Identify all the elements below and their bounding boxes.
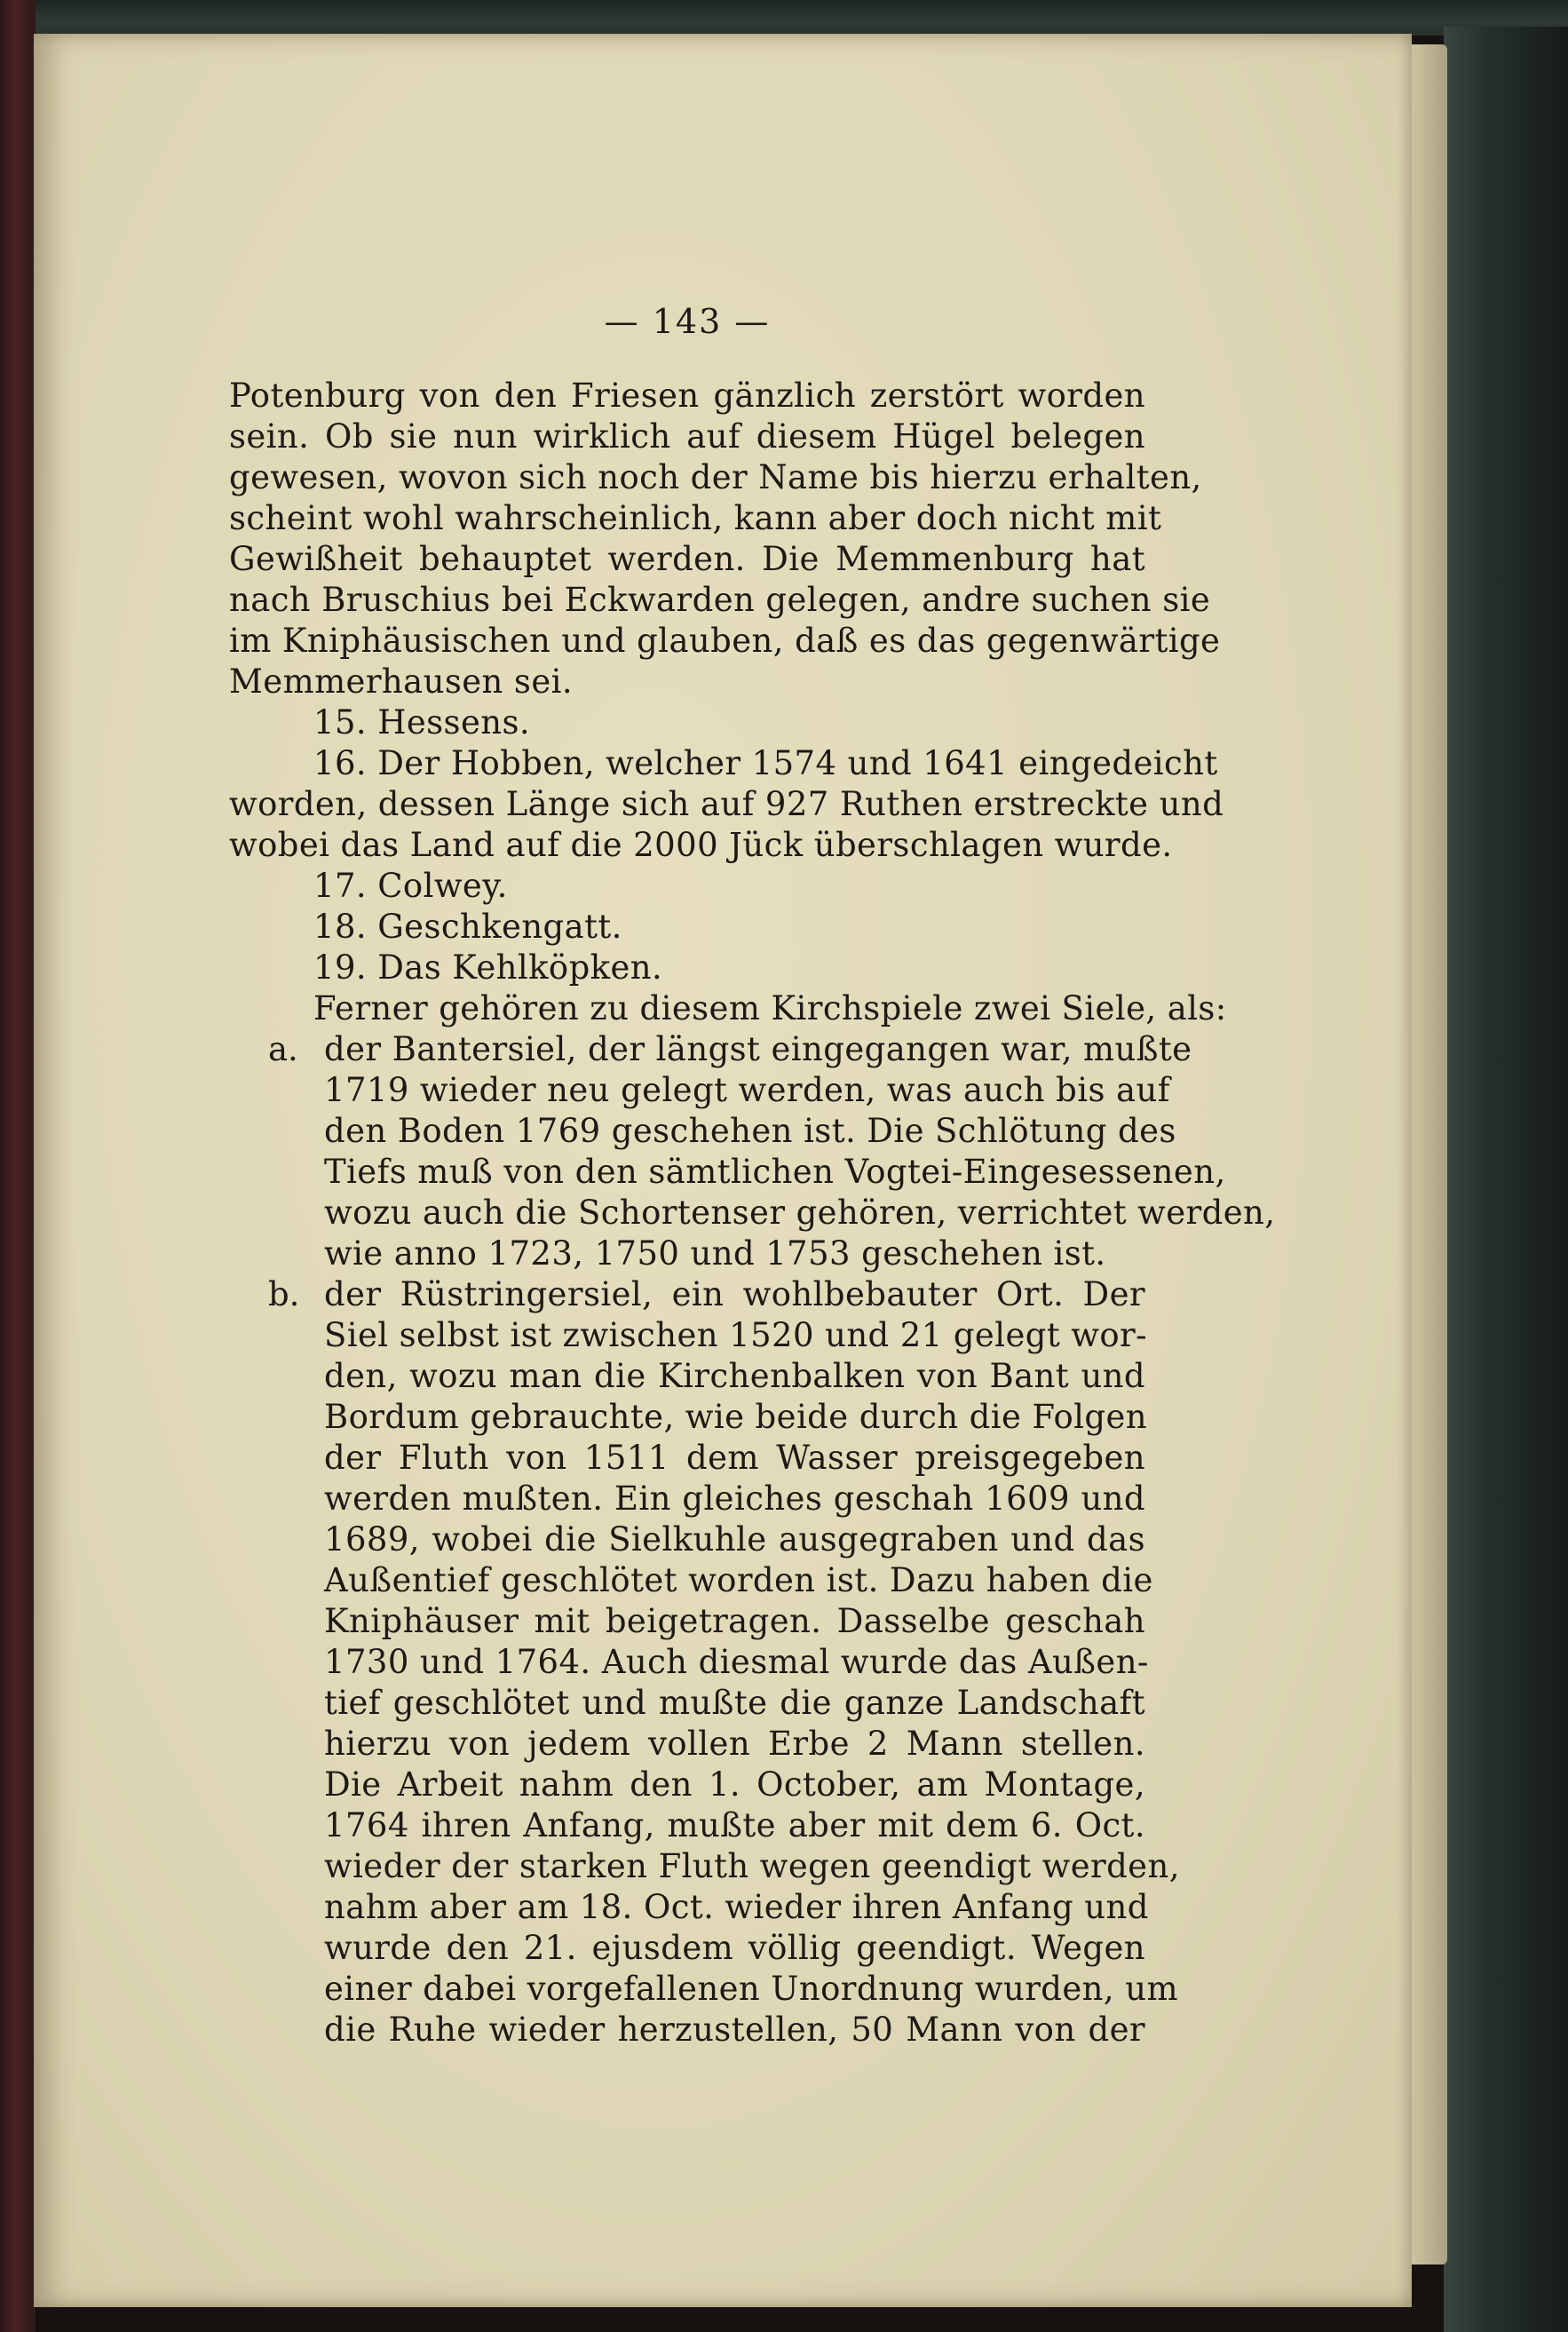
list-item-line: Siel selbst ist zwischen 1520 und 21 gelegt wor- bbox=[324, 1316, 1148, 1354]
list-item-line: hierzu von jedem vollen Erbe 2 Mann stellen. bbox=[324, 1725, 1145, 1763]
list-item-line: wie anno 1723, 1750 und 1753 geschehen ist. bbox=[324, 1234, 1106, 1273]
text-line: worden, dessen Länge sich auf 927 Ruthen erstreckte und bbox=[229, 785, 1224, 823]
text-line: Ferner gehören zu diesem Kirchspiele zwei Siele, als: bbox=[313, 989, 1227, 1027]
list-item-line: tief geschlötet und mußte die ganze Landschaft bbox=[324, 1684, 1145, 1722]
list-item-line: Außentief geschlötet worden ist. Dazu haben die bbox=[324, 1561, 1153, 1599]
text-line: gewesen, wovon sich noch der Name bis hierzu erhalten, bbox=[229, 458, 1202, 496]
numbered-entry: 15. Hessens. bbox=[313, 703, 531, 742]
book-cover-right bbox=[1444, 27, 1568, 2332]
list-item-line: wozu auch die Schortenser gehören, verrichtet werden, bbox=[324, 1194, 1276, 1232]
list-item-line: einer dabei vorgefallenen Unordnung wurden, um bbox=[324, 1970, 1178, 2008]
list-item-line: der Fluth von 1511 dem Wasser preisgegeben bbox=[324, 1439, 1145, 1477]
list-item-line: 1719 wieder neu gelegt werden, was auch bis auf bbox=[324, 1071, 1170, 1109]
list-item-line: die Ruhe wieder herzustellen, 50 Mann von der bbox=[324, 2011, 1145, 2049]
numbered-entry: 18. Geschkengatt. bbox=[313, 908, 622, 946]
list-item-line: den, wozu man die Kirchenbalken von Bant und bbox=[324, 1357, 1145, 1395]
text-line: scheint wohl wahrscheinlich, kann aber doch nicht mit bbox=[229, 499, 1162, 537]
text-line: nach Bruschius bei Eckwarden gelegen, andre suchen sie bbox=[229, 581, 1211, 619]
book-page bbox=[34, 34, 1412, 2307]
page-number: — 143 — bbox=[604, 302, 771, 341]
list-item-line: wieder der starken Fluth wegen geendigt werden, bbox=[324, 1847, 1180, 1885]
numbered-entry: 19. Das Kehlköpken. bbox=[313, 948, 663, 987]
text-line: wobei das Land auf die 2000 Jück überschlagen wurde. bbox=[229, 826, 1173, 864]
numbered-entry: 16. Der Hobben, welcher 1574 und 1641 eingedeicht bbox=[313, 744, 1218, 782]
book-cover-top bbox=[36, 0, 1568, 36]
text-line: Potenburg von den Friesen gänzlich zerstört worden bbox=[229, 377, 1145, 415]
text-line: Gewißheit behauptet werden. Die Memmenburg hat bbox=[229, 540, 1145, 578]
list-item-line: Tiefs muß von den sämtlichen Vogtei-Eingesessenen, bbox=[324, 1153, 1226, 1191]
list-item-line: 1730 und 1764. Auch diesmal wurde das Außen- bbox=[324, 1643, 1149, 1681]
numbered-entry: 17. Colwey. bbox=[313, 867, 508, 905]
list-marker-a: a. bbox=[268, 1030, 298, 1068]
list-item-line: Die Arbeit nahm den 1. October, am Montage, bbox=[324, 1765, 1145, 1804]
list-item-line: 1689, wobei die Sielkuhle ausgegraben und das bbox=[324, 1520, 1145, 1559]
list-item-line: werden mußten. Ein gleiches geschah 1609 und bbox=[324, 1479, 1145, 1518]
list-item-line: wurde den 21. ejusdem völlig geendigt. Wegen bbox=[324, 1929, 1145, 1967]
book-binding-left bbox=[0, 0, 36, 2332]
list-marker-b: b. bbox=[268, 1275, 300, 1313]
list-item-line: der Bantersiel, der längst eingegangen war, mußte bbox=[324, 1030, 1192, 1068]
list-item-line: 1764 ihren Anfang, mußte aber mit dem 6. Oct. bbox=[324, 1806, 1145, 1844]
list-item-line: Kniphäuser mit beigetragen. Dasselbe geschah bbox=[324, 1602, 1145, 1640]
list-item-line: den Boden 1769 geschehen ist. Die Schlötung des bbox=[324, 1112, 1176, 1150]
text-line: im Kniphäusischen und glauben, daß es das gegenwärtige bbox=[229, 622, 1221, 660]
list-item-line: der Rüstringersiel, ein wohlbebauter Ort. Der bbox=[324, 1275, 1145, 1313]
text-line: sein. Ob sie nun wirklich auf diesem Hügel belegen bbox=[229, 417, 1145, 456]
list-item-line: nahm aber am 18. Oct. wieder ihren Anfang und bbox=[324, 1888, 1149, 1926]
text-line: Memmerhausen sei. bbox=[229, 662, 574, 701]
list-item-line: Bordum gebrauchte, wie beide durch die Folgen bbox=[324, 1398, 1147, 1436]
